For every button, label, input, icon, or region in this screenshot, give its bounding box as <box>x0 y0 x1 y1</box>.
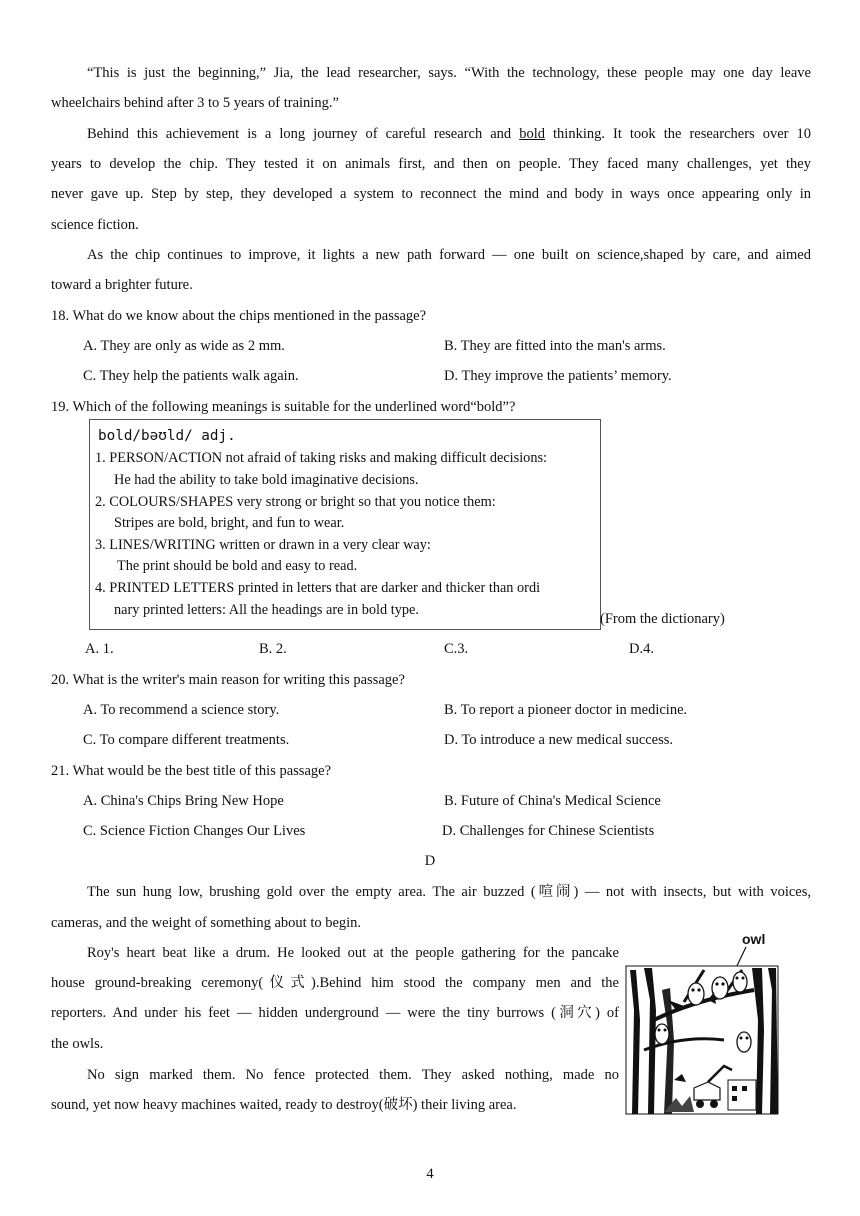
passage-d-paragraph-1-line-1: The sun hung low, brushing gold over the empty area. The air buzzed (喧闹) — not with insects, but with voices, <box>87 884 811 900</box>
dictionary-sense-4-continued: nary printed letters: All the headings are in bold type. <box>114 602 419 618</box>
passage-d-heading: D <box>424 853 436 869</box>
owl-label: owl <box>742 931 766 947</box>
question-19-stem: 19. Which of the following meanings is suitable for the underlined word“bold”? <box>51 399 516 415</box>
question-21-option-d: D. Challenges for Chinese Scientists <box>442 823 655 839</box>
passage-c-paragraph-3-line-1: As the chip continues to improve, it lights a new path forward — one built on science,shaped by care, and aimed <box>87 247 811 263</box>
question-20-option-a: A. To recommend a science story. <box>83 702 280 718</box>
question-21-option-b: B. Future of China's Medical Science <box>444 793 661 809</box>
question-21-option-a: A. China's Chips Bring New Hope <box>83 793 284 809</box>
dictionary-sense-3: 3. LINES/WRITING written or drawn in a very clear way: <box>95 537 431 553</box>
page-number: 4 <box>426 1166 434 1182</box>
question-21-option-c: C. Science Fiction Changes Our Lives <box>83 823 306 839</box>
question-20-option-d: D. To introduce a new medical success. <box>444 732 674 748</box>
passage-d-paragraph-2-line-2: house ground-breaking ceremony(仪式).Behind him stood the company men and the <box>51 975 619 991</box>
dictionary-sense-2: 2. COLOURS/SHAPES very strong or bright so that you notice them: <box>95 494 496 510</box>
owl-scene-drawing <box>624 930 780 1116</box>
dictionary-sense-1-example: He had the ability to take bold imaginative decisions. <box>114 472 419 488</box>
question-18-stem: 18. What do we know about the chips mentioned in the passage? <box>51 308 427 324</box>
question-20-stem: 20. What is the writer's main reason for writing this passage? <box>51 672 405 688</box>
question-21-stem: 21. What would be the best title of this passage? <box>51 763 332 779</box>
passage-d-paragraph-2-line-1: Roy's heart beat like a drum. He looked out at the people gathering for the pancake <box>87 945 619 961</box>
passage-d-paragraph-1-line-2: cameras, and the weight of something about to begin. <box>51 915 362 931</box>
passage-c-paragraph-3-line-2: toward a brighter future. <box>51 277 193 293</box>
passage-c-paragraph-1-line-1: “This is just the beginning,” Jia, the lead researcher, says. “With the technology, these people may one day leave <box>87 65 811 81</box>
passage-c-paragraph-2-line-4: science fiction. <box>51 217 139 233</box>
dictionary-sense-4: 4. PRINTED LETTERS printed in letters that are darker and thicker than ordi <box>95 580 541 596</box>
passage-d-paragraph-2-line-4: the owls. <box>51 1036 104 1052</box>
dictionary-headword: bold/bəʊld/ adj. <box>98 428 236 444</box>
question-19-option-d: D.4. <box>629 641 654 657</box>
passage-c-paragraph-2-line-1: Behind this achievement is a long journey of careful research and bold thinking. It took the researchers over 10 <box>87 126 811 142</box>
question-19-option-a: A. 1. <box>85 641 114 657</box>
question-19-option-c: C.3. <box>444 641 469 657</box>
question-19-option-b: B. 2. <box>259 641 287 657</box>
question-20-option-c: C. To compare different treatments. <box>83 732 290 748</box>
owl-illustration <box>624 930 780 1116</box>
dictionary-sense-1: 1. PERSON/ACTION not afraid of taking risks and making difficult decisions: <box>95 450 548 466</box>
dictionary-source: (From the dictionary) <box>600 611 725 627</box>
underlined-word-bold: bold <box>519 126 545 142</box>
passage-d-paragraph-3-line-2: sound, yet now heavy machines waited, ready to destroy(破坏) their living area. <box>51 1097 517 1113</box>
question-20-option-b: B. To report a pioneer doctor in medicine. <box>444 702 688 718</box>
dictionary-sense-3-example: The print should be bold and easy to read. <box>117 558 358 574</box>
question-18-option-b: B. They are fitted into the man's arms. <box>444 338 666 354</box>
question-18-option-d: D. They improve the patients’ memory. <box>444 368 672 384</box>
question-18-option-a: A. They are only as wide as 2 mm. <box>83 338 285 354</box>
dictionary-sense-2-example: Stripes are bold, bright, and fun to wear. <box>114 515 345 531</box>
question-18-option-c: C. They help the patients walk again. <box>83 368 299 384</box>
passage-c-paragraph-2-line-3: never gave up. Step by step, they developed a system to reconnect the mind and body in ways once appearing only in <box>51 186 811 202</box>
passage-d-paragraph-2-line-3: reporters. And under his feet — hidden underground — were the tiny burrows (洞穴) of <box>51 1005 619 1021</box>
dictionary-entry-box <box>89 419 601 630</box>
passage-c-paragraph-1-line-2: wheelchairs behind after 3 to 5 years of training.” <box>51 95 339 111</box>
passage-c-paragraph-2-line-2: years to develop the chip. They tested it on animals first, and then on people. They faced many challenges, yet they <box>51 156 811 172</box>
passage-d-paragraph-3-line-1: No sign marked them. No fence protected them. They asked nothing, made no <box>87 1067 619 1083</box>
